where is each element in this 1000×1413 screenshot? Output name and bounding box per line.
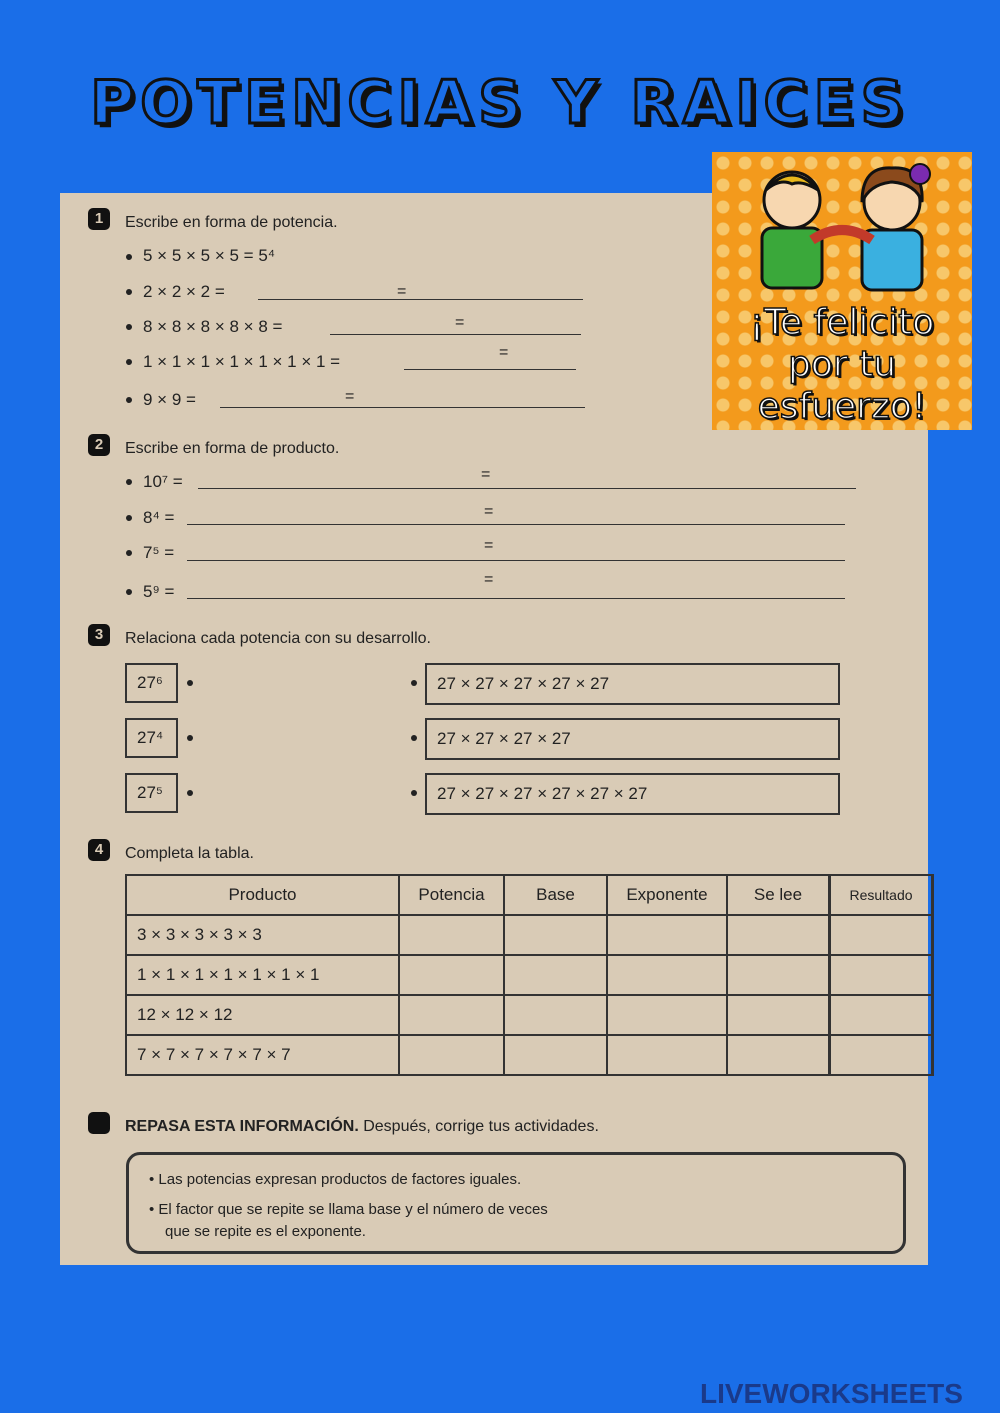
equals-sign: = [455,314,465,331]
match-dot[interactable] [411,735,417,741]
bullet [126,515,132,521]
exercise-1-item: 5 × 5 × 5 × 5 = 5⁴ [143,246,276,265]
answer-cell[interactable] [399,915,504,955]
answer-cell[interactable] [504,1035,607,1075]
answer-cell[interactable] [727,955,830,995]
equals-sign: = [499,344,509,361]
answer-blank[interactable] [258,299,583,300]
info-bullet-2-cont: que se repite es el exponente. [165,1223,366,1240]
answer-cell[interactable] [504,915,607,955]
review-heading-bold: REPASA ESTA INFORMACIÓN. [125,1118,359,1135]
bullet [126,550,132,556]
answer-cell[interactable] [830,995,933,1035]
exercise-1-item: 1 × 1 × 1 × 1 × 1 × 1 × 1 = [143,352,341,371]
equals-sign: = [481,466,491,483]
answer-cell[interactable] [727,915,830,955]
answer-blank[interactable] [187,524,845,525]
bullet [126,289,132,295]
review-heading [125,1118,599,1136]
expansion-box[interactable]: 27 × 27 × 27 × 27 [425,718,840,760]
exercise-1-item: 8 × 8 × 8 × 8 × 8 = [143,317,283,336]
product-cell: 12 × 12 × 12 [126,995,399,1035]
review-heading-rest: Después, corrige tus actividades. [358,1118,599,1135]
product-cell: 1 × 1 × 1 × 1 × 1 × 1 × 1 [126,955,399,995]
answer-blank[interactable] [330,334,581,335]
expansion-box[interactable]: 27 × 27 × 27 × 27 × 27 [425,663,840,705]
answer-cell[interactable] [399,955,504,995]
equals-sign: = [397,283,407,300]
answer-cell[interactable] [399,995,504,1035]
match-dot[interactable] [411,790,417,796]
answer-cell[interactable] [607,955,727,995]
exercise-1-number: 1 [88,208,110,230]
table-row [126,955,933,995]
bullet [126,324,132,330]
equals-sign: = [484,537,494,554]
answer-cell[interactable] [399,1035,504,1075]
equals-sign: = [345,388,355,405]
answer-cell[interactable] [607,915,727,955]
kids-illustration-icon [732,160,952,310]
exercise-3-heading: Relaciona cada potencia con su desarrollo. [125,630,431,647]
answer-cell[interactable] [607,995,727,1035]
match-dot[interactable] [411,680,417,686]
answer-blank[interactable] [198,488,856,489]
bullet [126,397,132,403]
badge-line-2: por tu [787,344,897,385]
answer-blank[interactable] [187,560,845,561]
answer-blank[interactable] [220,407,585,408]
badge-line-3: esfuerzo! [757,386,927,427]
review-marker-icon [88,1112,110,1134]
power-table [125,874,934,1076]
exercise-3-number: 3 [88,624,110,646]
answer-cell[interactable] [504,995,607,1035]
answer-cell[interactable] [830,915,933,955]
answer-blank[interactable] [187,598,845,599]
answer-cell[interactable] [727,1035,830,1075]
exercise-2-item: 10⁷ = [143,472,183,491]
expansion-box[interactable]: 27 × 27 × 27 × 27 × 27 × 27 [425,773,840,815]
column-header: Resultado [830,875,933,915]
answer-cell[interactable] [830,955,933,995]
table-row [126,915,933,955]
match-dot[interactable] [187,790,193,796]
table-row [126,1035,933,1075]
exercise-4-number: 4 [88,839,110,861]
power-box[interactable]: 27⁶ [125,663,178,703]
liveworksheets-logo: LIVEWORKSHEETS [700,1378,963,1409]
worksheet-title: POTENCIAS Y RAICES [90,68,910,138]
exercise-1-item: 2 × 2 × 2 = [143,282,225,301]
exercise-2-number: 2 [88,434,110,456]
table-row [126,995,933,1035]
match-dot[interactable] [187,735,193,741]
power-box[interactable]: 27⁵ [125,773,178,813]
exercise-1-heading: Escribe en forma de potencia. [125,214,338,231]
answer-cell[interactable] [607,1035,727,1075]
badge-line-1: ¡Te felicito [749,302,935,343]
column-header: Potencia [399,875,504,915]
bullet [126,589,132,595]
bullet [126,359,132,365]
equals-sign: = [484,503,494,520]
product-cell: 7 × 7 × 7 × 7 × 7 × 7 [126,1035,399,1075]
bullet [126,254,132,260]
product-cell: 3 × 3 × 3 × 3 × 3 [126,915,399,955]
column-header: Exponente [607,875,727,915]
exercise-4-heading: Completa la tabla. [125,845,254,862]
exercise-2-item: 7⁵ = [143,543,175,562]
power-box[interactable]: 27⁴ [125,718,178,758]
exercise-2-item: 5⁹ = [143,582,175,601]
answer-cell[interactable] [504,955,607,995]
column-header: Producto [126,875,399,915]
exercise-1-item: 9 × 9 = [143,390,196,409]
answer-cell[interactable] [727,995,830,1035]
match-dot[interactable] [187,680,193,686]
column-header: Base [504,875,607,915]
exercise-2-heading: Escribe en forma de producto. [125,440,340,457]
exercise-2-item: 8⁴ = [143,508,175,527]
info-box [126,1152,906,1254]
answer-cell[interactable] [830,1035,933,1075]
info-bullet-1: • Las potencias expresan productos de factores iguales. [149,1171,522,1188]
column-header: Se lee [727,875,830,915]
answer-blank[interactable] [404,369,576,370]
info-bullet-2: • El factor que se repite se llama base y el número de veces [149,1201,548,1218]
equals-sign: = [484,571,494,588]
bullet [126,479,132,485]
congratulations-badge [712,152,972,430]
